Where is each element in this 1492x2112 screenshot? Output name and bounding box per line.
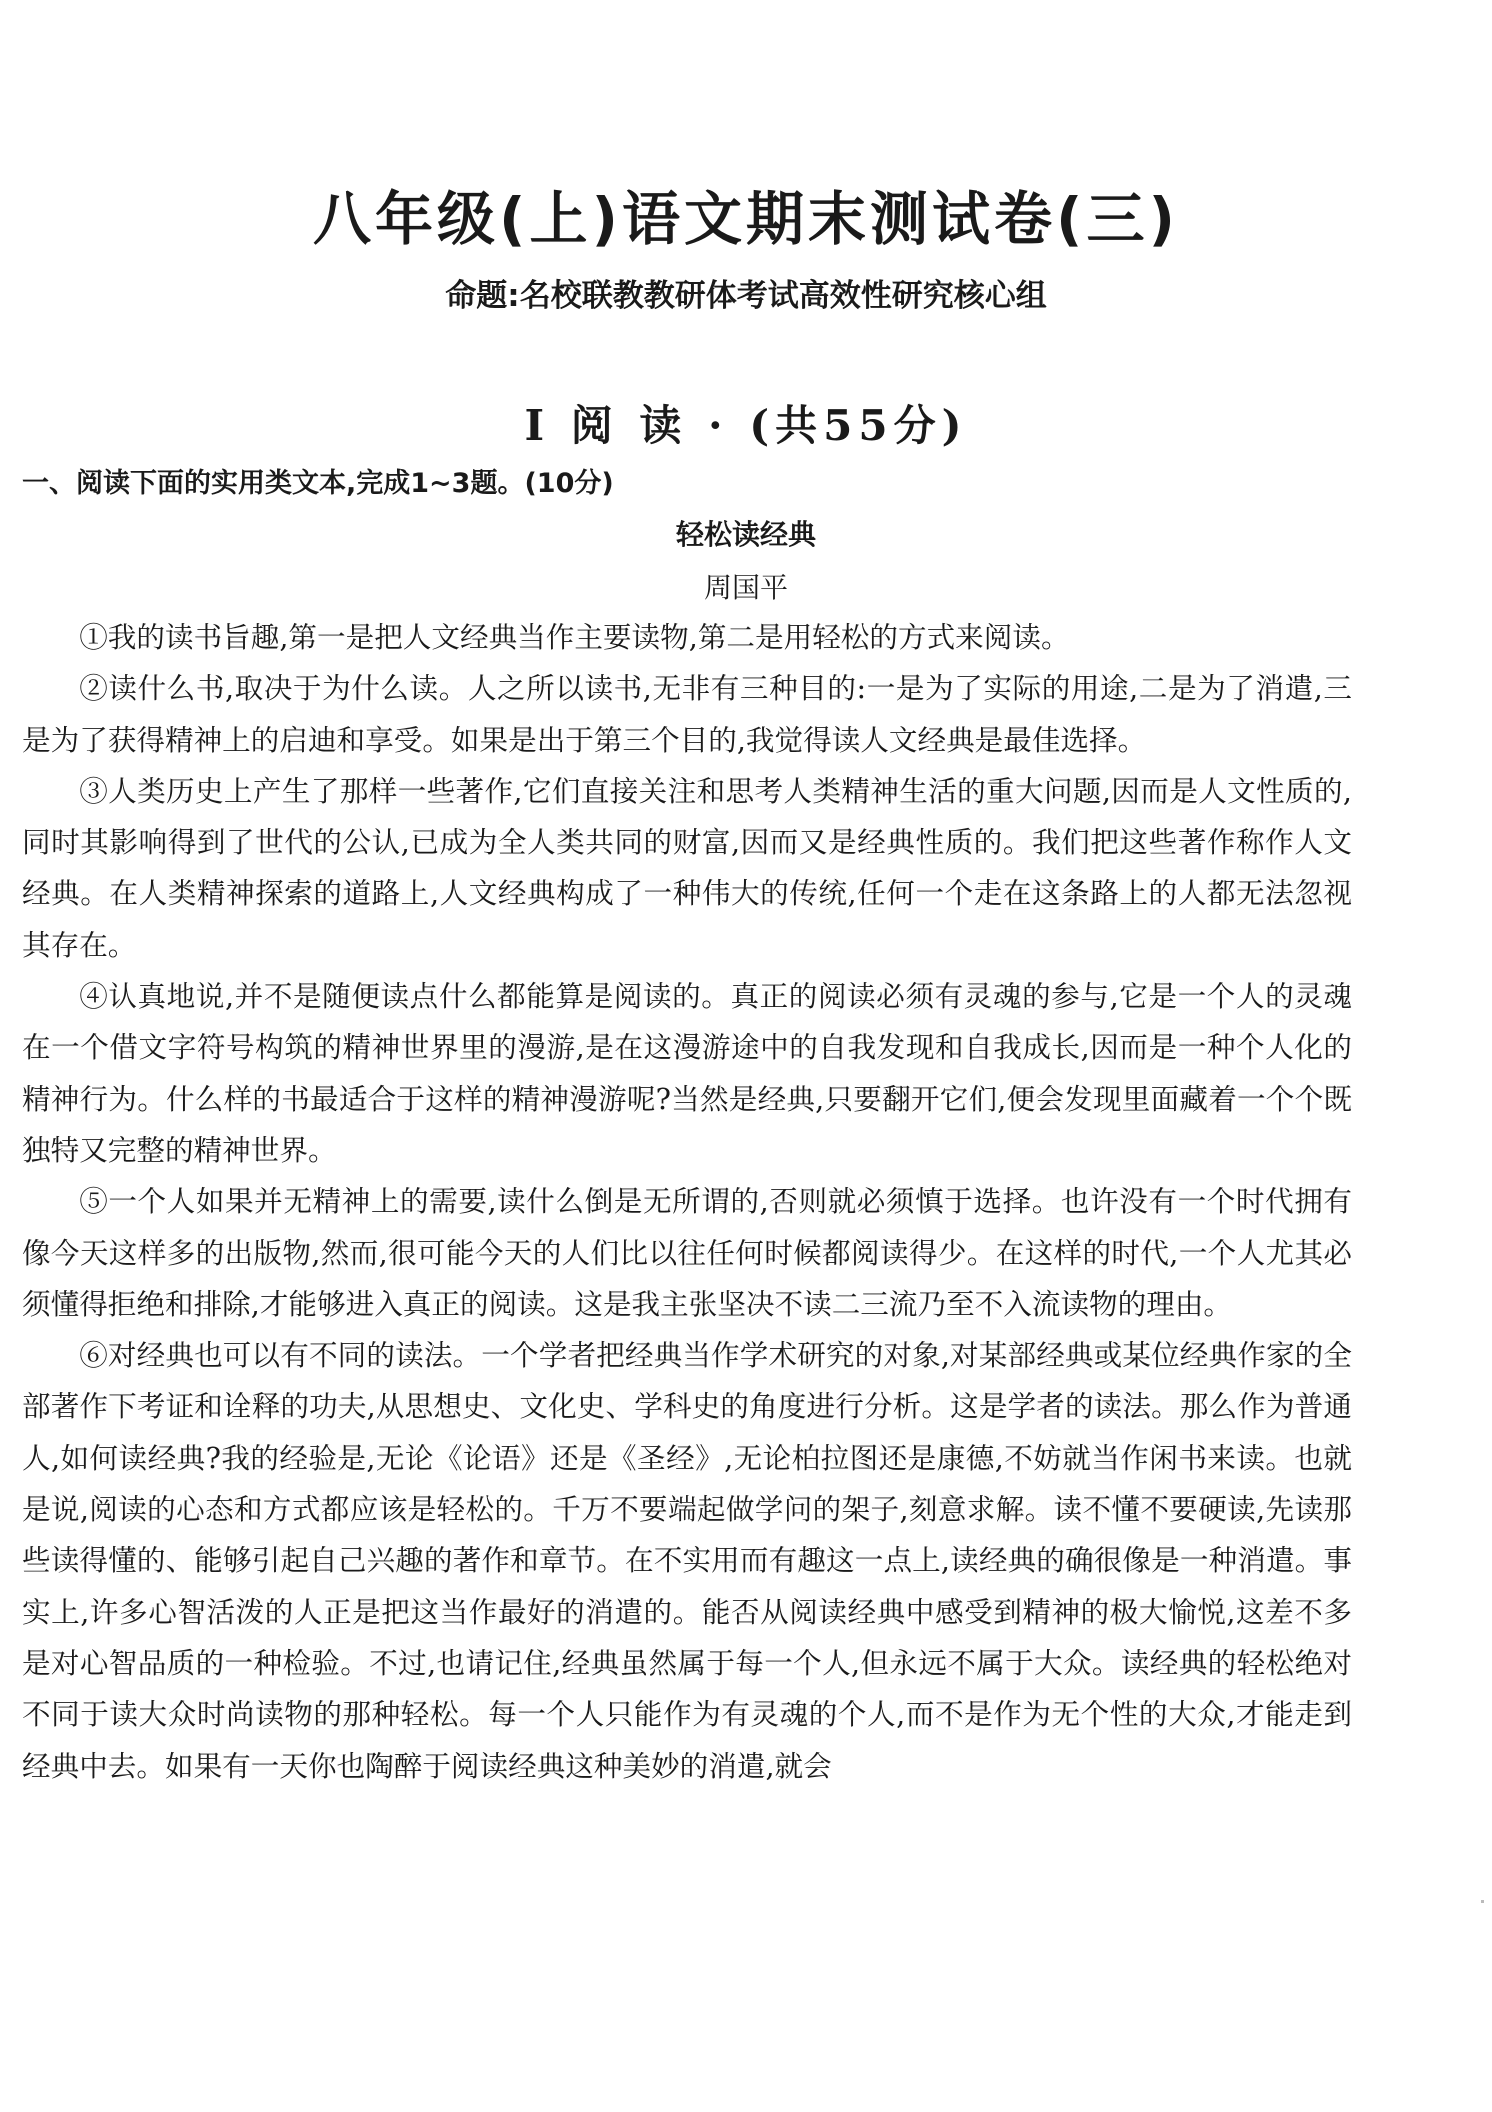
paragraph-4: ④认真地说,并不是随便读点什么都能算是阅读的。真正的阅读必须有灵魂的参与,它是一个人的灵魂在一个借文字符号构筑的精神世界里的漫游,是在这漫游途中的自我发现和自我成长,因而是一种个人化的精神行为。什么样的书最适合于这样的精神漫游呢?当然是经典,只要翻开它们,便会发现里面藏着一个个既独特又完整的精神世界。	[22, 979, 1352, 1167]
article-title: 轻松读经典	[675, 518, 816, 551]
paragraph-1: ①我的读书旨趣,第一是把人文经典当作主要读物,第二是用轻松的方式来阅读。	[79, 620, 1070, 654]
paragraph-6: ⑥对经典也可以有不同的读法。一个学者把经典当作学术研究的对象,对某部经典或某位经典作家的全部著作下考证和诠释的功夫,从思想史、文化史、学科史的角度进行分析。这是学者的读法。那么作为普通人,如何读经典?我的经验是,无论《论语》还是《圣经》,无论柏拉图还是康德,不妨就当作闲书来读。也就是说,阅读的心态和方式都应该是轻松的。千万不要端起做学问的架子,刻意求解。读不懂不要硬读,先读那些读得懂的、能够引起自己兴趣的著作和章节。在不实用而有趣这一点上,读经典的确很像是一种消遣。事实上,许多心智活泼的人正是把这当作最好的消遣的。能否从阅读经典中感受到精神的极大愉悦,这差不多是对心智品质的一种检验。不过,也请记住,经典虽然属于每一个人,但永远不属于大众。读经典的轻松绝对不同于读大众时尚读物的那种轻松。每一个人只能作为有灵魂的个人,而不是作为无个性的大众,才能走到经典中去。如果有一天你也陶醉于阅读经典这种美妙的消遣,就会	[22, 1338, 1352, 1783]
paragraph-2: ②读什么书,取决于为什么读。人之所以读书,无非有三种目的:一是为了实际的用途,二是为了消遣,三是为了获得精神上的启迪和享受。如果是出于第三个目的,我觉得读人文经典是最佳选择。	[22, 671, 1352, 757]
article-body	[22, 612, 1352, 1792]
article-author: 周国平	[703, 571, 788, 604]
exam-subtitle: 命题:名校联教教研体考试高效性研究核心组	[445, 278, 1047, 314]
exam-title: 八年级(上)语文期末测试卷(三)	[312, 185, 1180, 253]
paragraph-5: ⑤一个人如果并无精神上的需要,读什么倒是无所谓的,否则就必须慎于选择。也许没有一个时代拥有像今天这样多的出版物,然而,很可能今天的人们比以往任何时候都阅读得少。在这样的时代,一个人尤其必须懂得拒绝和排除,才能够进入真正的阅读。这是我主张坚决不读二三流乃至不入流读物的理由。	[22, 1184, 1352, 1321]
section-heading: Ⅰ 阅 读 · (共55分)	[524, 401, 968, 450]
paragraph-3: ③人类历史上产生了那样一些著作,它们直接关注和思考人类精神生活的重大问题,因而是人文性质的,同时其影响得到了世代的公认,已成为全人类共同的财富,因而又是经典性质的。我们把这些著作称作人文经典。在人类精神探索的道路上,人文经典构成了一种伟大的传统,任何一个走在这条路上的人都无法忽视其存在。	[22, 773, 1352, 962]
question-prompt: 一、阅读下面的实用类文本,完成1~3题。(10分)	[22, 468, 614, 499]
scan-speck	[1481, 1900, 1484, 1903]
